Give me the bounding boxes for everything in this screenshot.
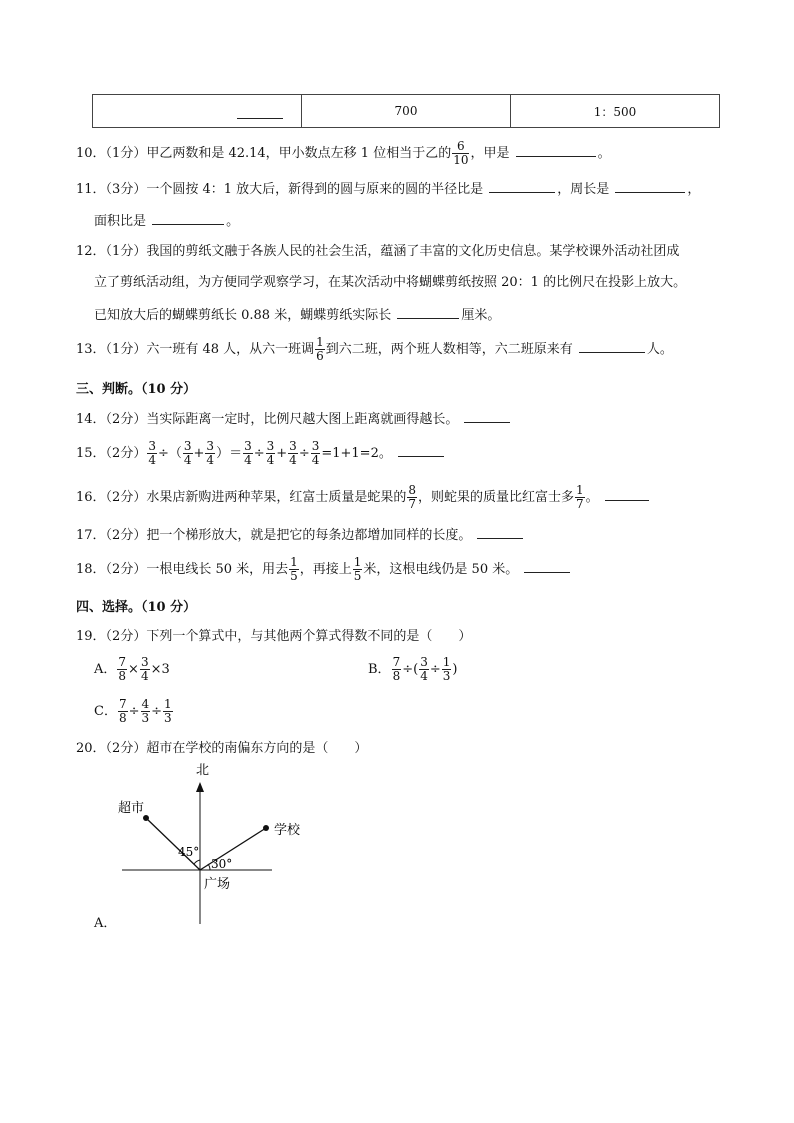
answer-blank[interactable] xyxy=(397,304,459,319)
fraction: $\frac{3}{4}$ xyxy=(244,439,252,467)
question-18: 18．（2分）一根电线长 50 米，用去 $\frac{1}{5}$ ，再接上 $\frac{1}{5}$ 米，这根电线仍是 50 米。 xyxy=(76,556,572,583)
fraction: $\frac{3}{4}$ xyxy=(311,439,320,467)
scale-table xyxy=(92,94,720,128)
question-20: 20．（2分）超市在学校的南偏东方向的是（ ） xyxy=(76,741,368,756)
section-3-heading: 三、判断。（10 分） xyxy=(76,382,197,397)
fraction: $\frac{3}{4}$ xyxy=(140,655,149,683)
fraction: $\frac{3}{4}$ xyxy=(183,439,192,467)
question-15: 15．（2分） $\frac{3}{4}$ ÷（ $\frac{3}{4}$ + $\frac{3}{4}$ ）＝ $\frac{3}{4}$ ÷ $\frac{3}{4}$ + $\frac{3}{4}$ ÷ $\frac{3}{4}$ =1+1=2。 xyxy=(76,440,446,467)
fraction: $\frac{7}{8}$ xyxy=(118,655,127,683)
question-12-line2: 立了剪纸活动组，为方便同学观察学习，在某次活动中将蝴蝶剪纸按照 20：1 的比例尺在投影上放大。 xyxy=(94,275,687,290)
fraction: $\frac{3}{4}$ xyxy=(420,655,428,683)
angle-arc-30 xyxy=(208,864,210,870)
question-12-line3: 已知放大后的蝴蝶剪纸长 0.88 米，蝴蝶剪纸实际长 厘米。 xyxy=(94,304,500,325)
fraction: $\frac{8}{7}$ xyxy=(408,483,416,511)
fraction: $\frac{3}{4}$ xyxy=(266,439,275,467)
answer-blank[interactable] xyxy=(398,442,444,457)
angle-arc-45 xyxy=(194,860,200,864)
option-a[interactable]: A． $\frac{7}{8}$ × $\frac{3}{4}$ ×3 xyxy=(94,655,170,683)
fraction: $\frac{6}{10}$ xyxy=(453,139,469,167)
option-c[interactable]: C． $\frac{7}{8}$ ÷ $\frac{4}{3}$ ÷ $\frac{1}{3}$ xyxy=(94,697,172,725)
question-11: 11．（3分）一个圆按 4：1 放大后，新得到的圆与原来的圆的半径比是 ，周长是 ， xyxy=(76,178,700,199)
table-cell: 700 xyxy=(302,95,511,128)
answer-blank[interactable] xyxy=(477,524,523,539)
question-16: 16．（2分）水果店新购进两种苹果，红富士质量是蛇果的 $\frac{8}{7}$ ，则蛇果的质量比红富士多 $\frac{1}{7}$ 。 xyxy=(76,484,651,511)
angle-label-45: 45° xyxy=(178,845,200,859)
table-row xyxy=(93,95,720,128)
fraction: $\frac{3}{4}$ xyxy=(289,439,297,467)
section-4-heading: 四、选择。（10 分） xyxy=(76,600,197,615)
fraction: $\frac{1}{5}$ xyxy=(290,555,298,583)
market-line xyxy=(146,818,200,870)
school-label: 学校 xyxy=(274,823,301,838)
answer-blank[interactable] xyxy=(516,142,596,157)
fraction: $\frac{7}{8}$ xyxy=(392,655,401,683)
fraction: $\frac{1}{3}$ xyxy=(442,655,451,683)
angle-label-30: 30° xyxy=(211,857,233,871)
answer-blank[interactable] xyxy=(615,178,685,193)
fraction: $\frac{7}{8}$ xyxy=(118,697,127,725)
option-a-label[interactable]: A． xyxy=(94,916,117,931)
answer-blank[interactable] xyxy=(605,486,649,501)
answer-blank[interactable] xyxy=(524,558,570,573)
question-12: 12．（1分）我国的剪纸文融于各族人民的社会生活，蕴涵了丰富的文化历史信息。某学校课外活动社团成 xyxy=(76,244,680,259)
square-label: 广场 xyxy=(204,877,231,892)
market-label: 超市 xyxy=(118,801,145,816)
option-b[interactable]: B． $\frac{7}{8}$ ÷( $\frac{3}{4}$ ÷ $\frac{1}{3}$ ) xyxy=(368,655,458,683)
direction-diagram xyxy=(110,763,301,924)
question-17: 17．（2分）把一个梯形放大，就是把它的每条边都增加同样的长度。 xyxy=(76,524,525,545)
school-point xyxy=(263,825,269,831)
answer-blank[interactable] xyxy=(464,408,510,423)
answer-blank[interactable] xyxy=(152,210,224,225)
answer-blank[interactable] xyxy=(579,338,645,353)
answer-blank[interactable] xyxy=(237,104,283,119)
question-11-line2: 面积比是 。 xyxy=(94,210,239,231)
north-label: 北 xyxy=(196,763,210,778)
fraction: $\frac{1}{3}$ xyxy=(164,697,172,725)
answer-blank[interactable] xyxy=(489,178,555,193)
north-arrow-icon xyxy=(196,782,204,792)
fraction: $\frac{1}{5}$ xyxy=(353,555,362,583)
question-19: 19．（2分）下列一个算式中，与其他两个算式得数不同的是（ ） xyxy=(76,629,472,644)
table-cell: 1：500 xyxy=(511,95,720,128)
question-10: 10．（1分）甲乙两数和是 42.14，甲小数点左移 1 位相当于乙的 $\frac{6}{10}$ ，甲是 。 xyxy=(76,139,611,167)
fraction: $\frac{4}{3}$ xyxy=(141,697,150,725)
fraction: $\frac{3}{4}$ xyxy=(206,439,215,467)
fraction: $\frac{1}{6}$ xyxy=(316,335,324,363)
fraction: $\frac{1}{7}$ xyxy=(575,483,584,511)
fraction: $\frac{3}{4}$ xyxy=(148,439,156,467)
question-13: 13．（1分）六一班有 48 人，从六一班调 $\frac{1}{6}$ 到六二班，两个班人数相等，六二班原来有 人。 xyxy=(76,335,673,363)
table-cell-blank xyxy=(93,95,302,128)
question-14: 14．（2分）当实际距离一定时，比例尺越大图上距离就画得越长。 xyxy=(76,408,512,429)
school-line xyxy=(200,828,266,870)
